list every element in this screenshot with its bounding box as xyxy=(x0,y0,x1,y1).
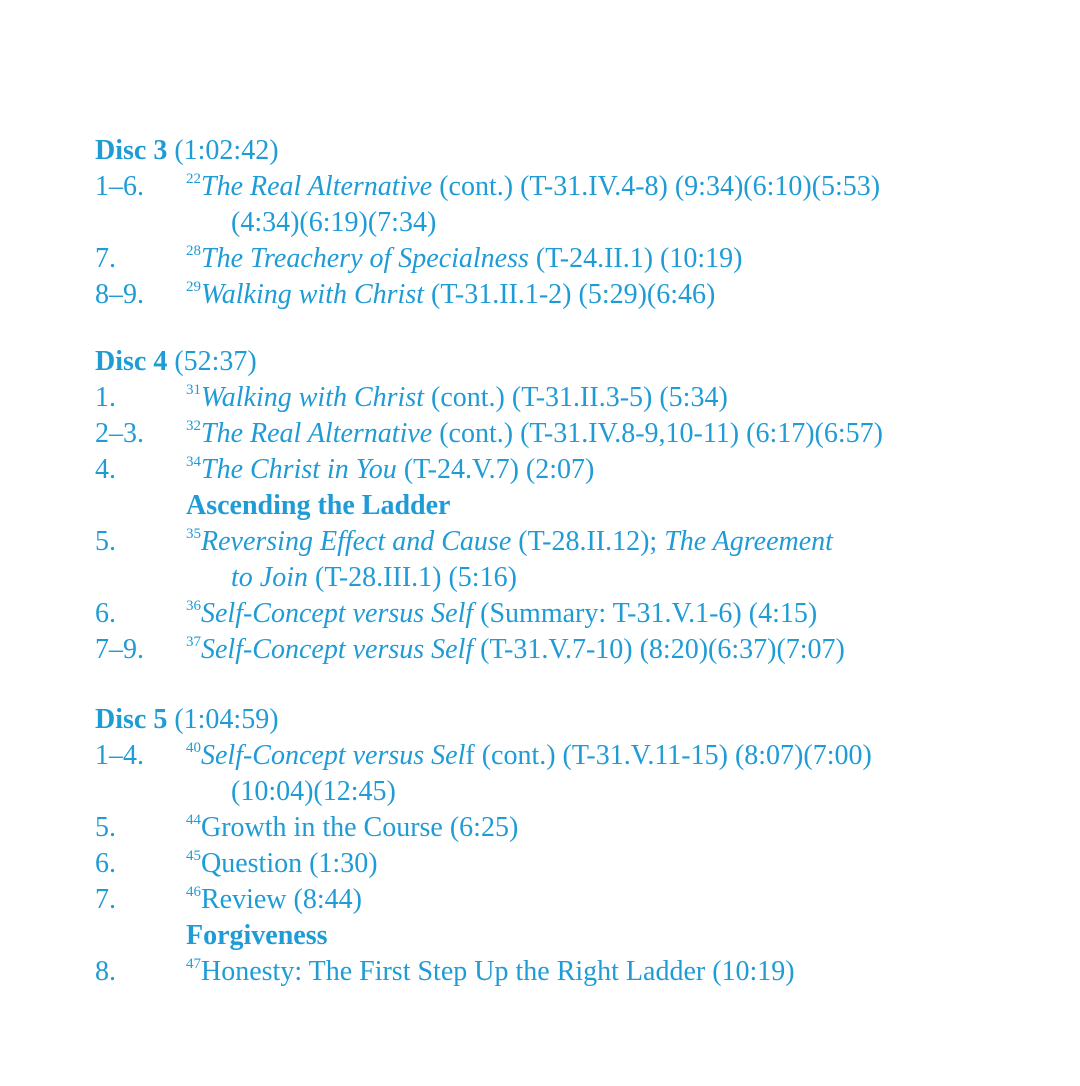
track-title: Reversing Effect and Cause xyxy=(201,526,512,557)
track-number: 7. xyxy=(95,884,116,915)
track-details: (T-31.V.7-10) (8:20)(6:37)(7:07) xyxy=(473,634,845,665)
disc-duration: (1:02:42) xyxy=(174,135,279,166)
track-details: (T-24.V.7) (2:07) xyxy=(396,454,595,485)
track-row xyxy=(95,277,1055,313)
track-details: (T-24.II.1) (10:19) xyxy=(528,243,743,274)
track-number: 4. xyxy=(95,454,116,485)
track-title: Walking with Christ xyxy=(201,279,425,310)
track-title: Walking with Christ xyxy=(201,382,425,413)
track-number: 1–4. xyxy=(95,740,144,771)
track-continuation: (10:04)(12:45) xyxy=(231,776,396,807)
track-row xyxy=(95,810,1055,846)
track-row xyxy=(95,380,1055,416)
footnote-marker: 44 xyxy=(186,812,201,828)
disc-label: Disc 5 xyxy=(95,704,168,735)
track-number: 2–3. xyxy=(95,418,144,449)
footnote-marker: 36 xyxy=(186,598,201,614)
track-title: The Treachery of Specialness xyxy=(201,243,529,274)
footnote-marker: 29 xyxy=(186,279,201,295)
track-details: (T-28.III.1) (5:16) xyxy=(308,562,517,593)
track-continuation: (4:34)(6:19)(7:34) xyxy=(231,207,437,238)
track-row xyxy=(95,882,1055,918)
track-row xyxy=(95,524,1055,596)
disc-header xyxy=(95,133,1055,169)
section-heading: Forgiveness xyxy=(186,920,328,951)
track-title-secondary-cont: to Join xyxy=(231,562,308,593)
footnote-marker: 45 xyxy=(186,848,201,864)
footnote-marker: 47 xyxy=(186,956,201,972)
track-number: 1. xyxy=(95,382,116,413)
disc-header xyxy=(95,344,1055,380)
track-title: The Real Alternative xyxy=(201,418,433,449)
disc-3 xyxy=(95,133,1055,313)
disc-4 xyxy=(95,344,1055,668)
track-title: The Real Alternative xyxy=(201,171,433,202)
track-details: (cont.) (T-31.IV.4-8) (9:34)(6:10)(5:53) xyxy=(432,171,881,202)
track-row xyxy=(95,954,1055,990)
track-number: 5. xyxy=(95,526,116,557)
track-title: Growth in the Course (6:25) xyxy=(201,812,519,843)
track-row xyxy=(95,452,1055,488)
track-details: (T-31.II.1-2) (5:29)(6:46) xyxy=(424,279,716,310)
track-number: 6. xyxy=(95,598,116,629)
track-title-secondary: The Agreement xyxy=(664,526,833,557)
disc-5 xyxy=(95,702,1055,990)
track-row xyxy=(95,846,1055,882)
track-title: Honesty: The First Step Up the Right Ladder (10:19) xyxy=(201,956,795,987)
track-number: 1–6. xyxy=(95,171,144,202)
track-details: f (cont.) (T-31.V.11-15) (8:07)(7:00) xyxy=(465,740,872,771)
footnote-marker: 35 xyxy=(186,526,201,542)
track-title: Review (8:44) xyxy=(201,884,362,915)
track-title: Self-Concept versus Sel xyxy=(201,740,466,771)
track-title: Self-Concept versus Self xyxy=(201,634,474,665)
track-row xyxy=(95,241,1055,277)
footnote-marker: 40 xyxy=(186,740,201,756)
track-number: 8–9. xyxy=(95,279,144,310)
disc-duration: (52:37) xyxy=(174,346,257,377)
disc-duration: (1:04:59) xyxy=(174,704,279,735)
track-row xyxy=(95,596,1055,632)
track-number: 5. xyxy=(95,812,116,843)
track-number: 7. xyxy=(95,243,116,274)
footnote-marker: 34 xyxy=(186,454,201,470)
footnote-marker: 37 xyxy=(186,634,201,650)
disc-header xyxy=(95,702,1055,738)
footnote-marker: 31 xyxy=(186,382,201,398)
track-number: 7–9. xyxy=(95,634,144,665)
disc-label: Disc 3 xyxy=(95,135,168,166)
footnote-marker: 28 xyxy=(186,243,201,259)
footnote-marker: 46 xyxy=(186,884,201,900)
track-continuation xyxy=(186,560,1055,596)
track-row xyxy=(95,169,1055,241)
footnote-marker: 32 xyxy=(186,418,201,434)
track-details: (T-28.II.12); xyxy=(511,526,665,557)
track-row xyxy=(95,632,1055,668)
section-heading: Ascending the Ladder xyxy=(186,490,451,521)
track-details: (Summary: T-31.V.1-6) (4:15) xyxy=(473,598,818,629)
footnote-marker: 22 xyxy=(186,171,201,187)
track-number: 6. xyxy=(95,848,116,879)
track-details: (cont.) (T-31.II.3-5) (5:34) xyxy=(424,382,728,413)
track-title: Question (1:30) xyxy=(201,848,378,879)
track-title: The Christ in You xyxy=(201,454,397,485)
track-details: (cont.) (T-31.IV.8-9,10-11) (6:17)(6:57) xyxy=(432,418,883,449)
track-number: 8. xyxy=(95,956,116,987)
track-row xyxy=(95,416,1055,452)
disc-label: Disc 4 xyxy=(95,346,168,377)
track-title: Self-Concept versus Self xyxy=(201,598,474,629)
track-row xyxy=(95,738,1055,810)
